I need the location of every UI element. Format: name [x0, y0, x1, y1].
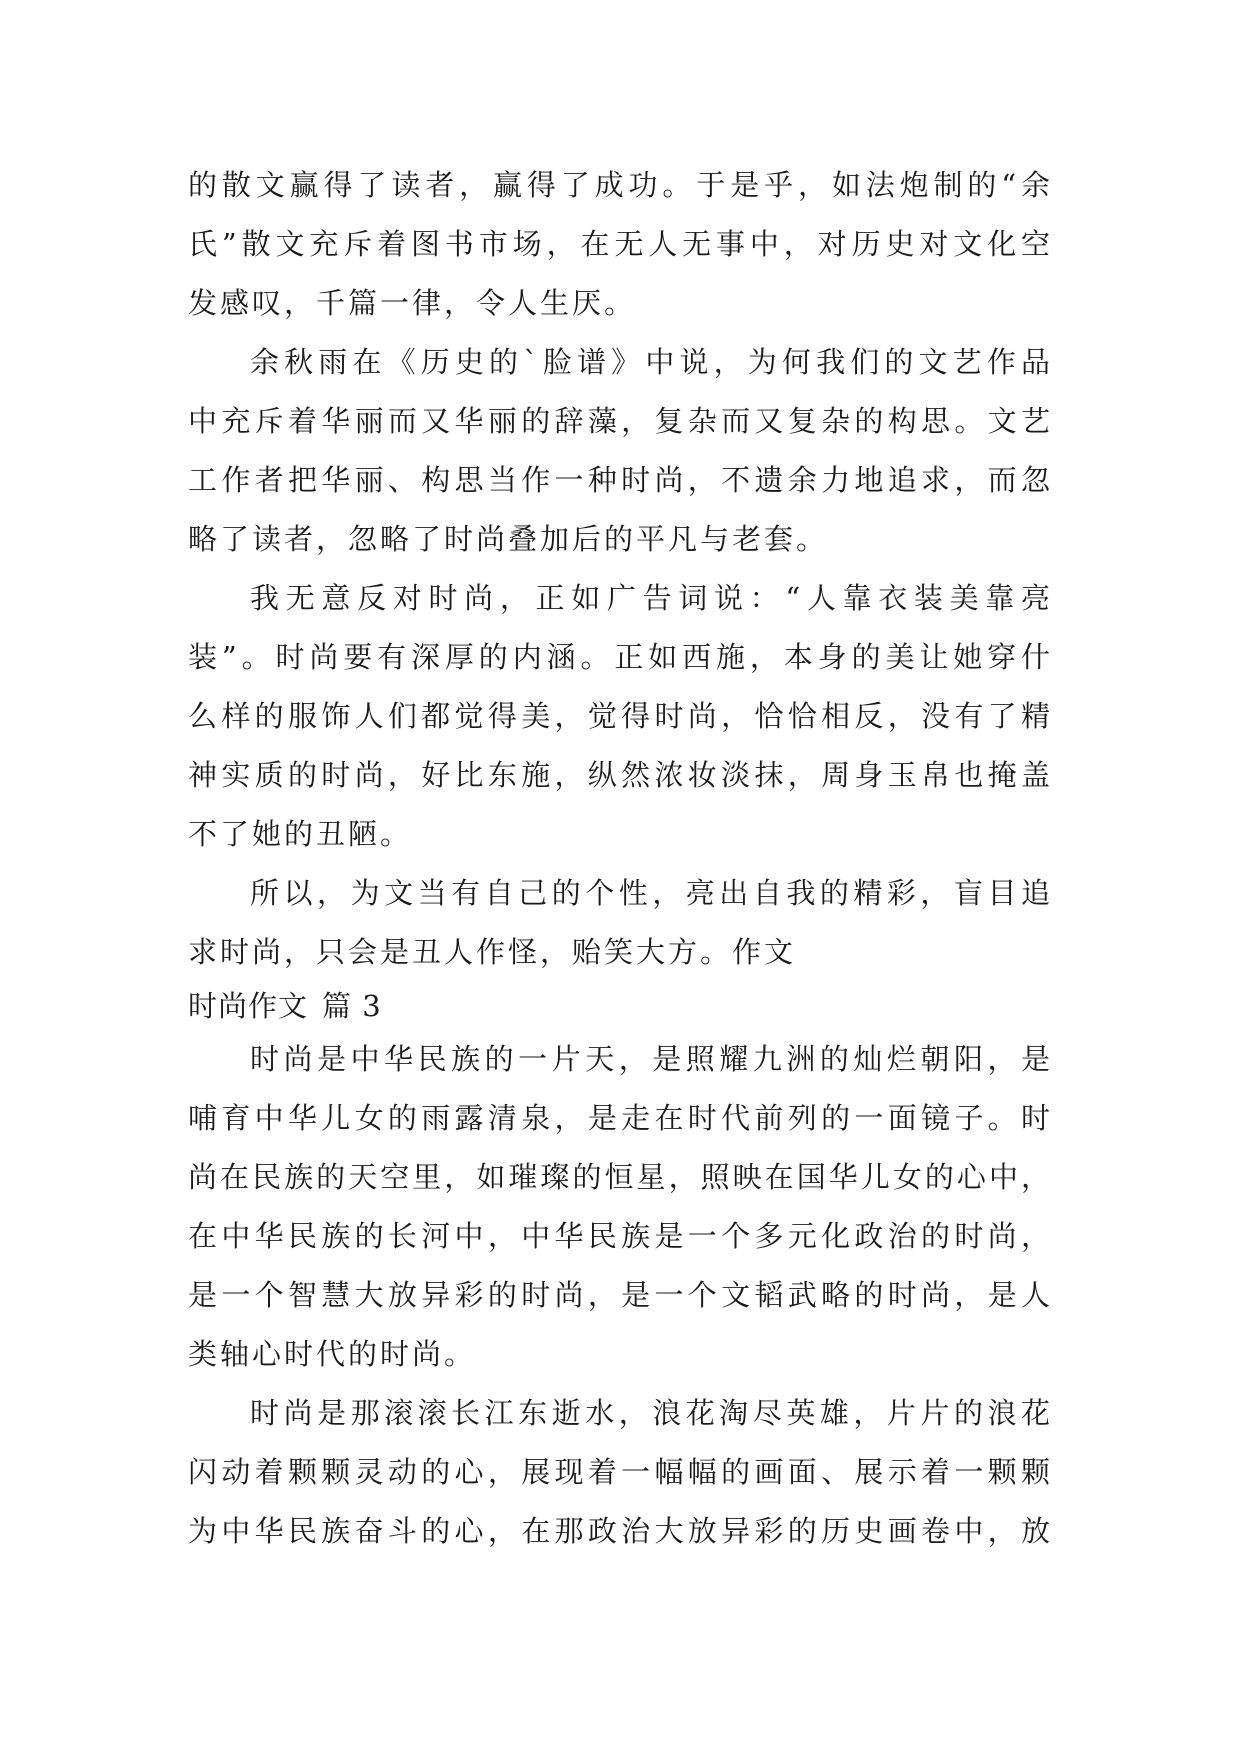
paragraph: [188, 1384, 1053, 1561]
text-line: 么样的服饰人们都觉得美，觉得时尚，恰恰相反，没有了精: [188, 699, 1053, 733]
paragraph: [188, 333, 1053, 569]
text-line: 不了她的丑陋。: [188, 817, 413, 851]
text-line: 中充斥着华丽而又华丽的辞藻，复杂而又复杂的构思。文艺: [188, 404, 1053, 438]
text-line: 类轴心时代的时尚。: [188, 1337, 477, 1371]
text-line: 时尚是中华民族的一片天，是照耀九洲的灿烂朝阳，是: [250, 1042, 1053, 1076]
paragraph: [188, 156, 1053, 333]
text-line: 氏”散文充斥着图书市场，在无人无事中，对历史对文化空: [188, 227, 1053, 261]
text-line: 是一个智慧大放异彩的时尚，是一个文韬武略的时尚，是人: [188, 1278, 1053, 1312]
paragraph: [188, 569, 1053, 864]
text-line: 为中华民族奋斗的心，在那政治大放异彩的历史画卷中，放: [188, 1514, 1053, 1548]
text-line: 求时尚，只会是丑人作怪，贻笑大方。作文: [188, 935, 797, 969]
heading-part: 篇 3: [322, 989, 382, 1023]
text-line: 哺育中华儿女的雨露清泉，是走在时代前列的一面镜子。时: [188, 1101, 1053, 1135]
text-line: 发感叹，千篇一律，令人生厌。: [188, 286, 637, 320]
document-page: [188, 156, 1053, 1561]
text-line: 工作者把华丽、构思当作一种时尚，不遗余力地追求，而忽: [188, 463, 1053, 497]
text-line: 的散文赢得了读者，赢得了成功。于是乎，如法炮制的“余: [188, 168, 1053, 202]
text-line: 尚在民族的天空里，如璀璨的恒星，照映在国华儿女的心中，: [188, 1160, 1053, 1194]
text-line: 所以，为文当有自己的个性，亮出自我的精彩，盲目追: [250, 876, 1053, 910]
text-line: 时尚是那滚滚长江东逝水，浪花淘尽英雄，片片的浪花: [250, 1396, 1053, 1430]
text-line: 装”。时尚要有深厚的内涵。正如西施，本身的美让她穿什: [188, 640, 1053, 674]
text-line: 闪动着颗颗灵动的心，展现着一幅幅的画面、展示着一颗颗: [188, 1455, 1053, 1489]
paragraph: [188, 1030, 1053, 1384]
text-line: 神实质的时尚，好比东施，纵然浓妆淡抹，周身玉帛也掩盖: [188, 758, 1053, 792]
text-line: 在中华民族的长河中，中华民族是一个多元化政治的时尚，: [188, 1219, 1053, 1253]
text-line: 我无意反对时尚，正如广告词说：“人靠衣装美靠亮: [250, 581, 1053, 615]
heading-title: 时尚作文: [188, 989, 309, 1023]
paragraph: [188, 864, 1053, 982]
section-heading: [188, 982, 1053, 1030]
text-line: 余秋雨在《历史的`脸谱》中说，为何我们的文艺作品: [250, 345, 1053, 379]
text-line: 略了读者，忽略了时尚叠加后的平凡与老套。: [188, 522, 829, 556]
